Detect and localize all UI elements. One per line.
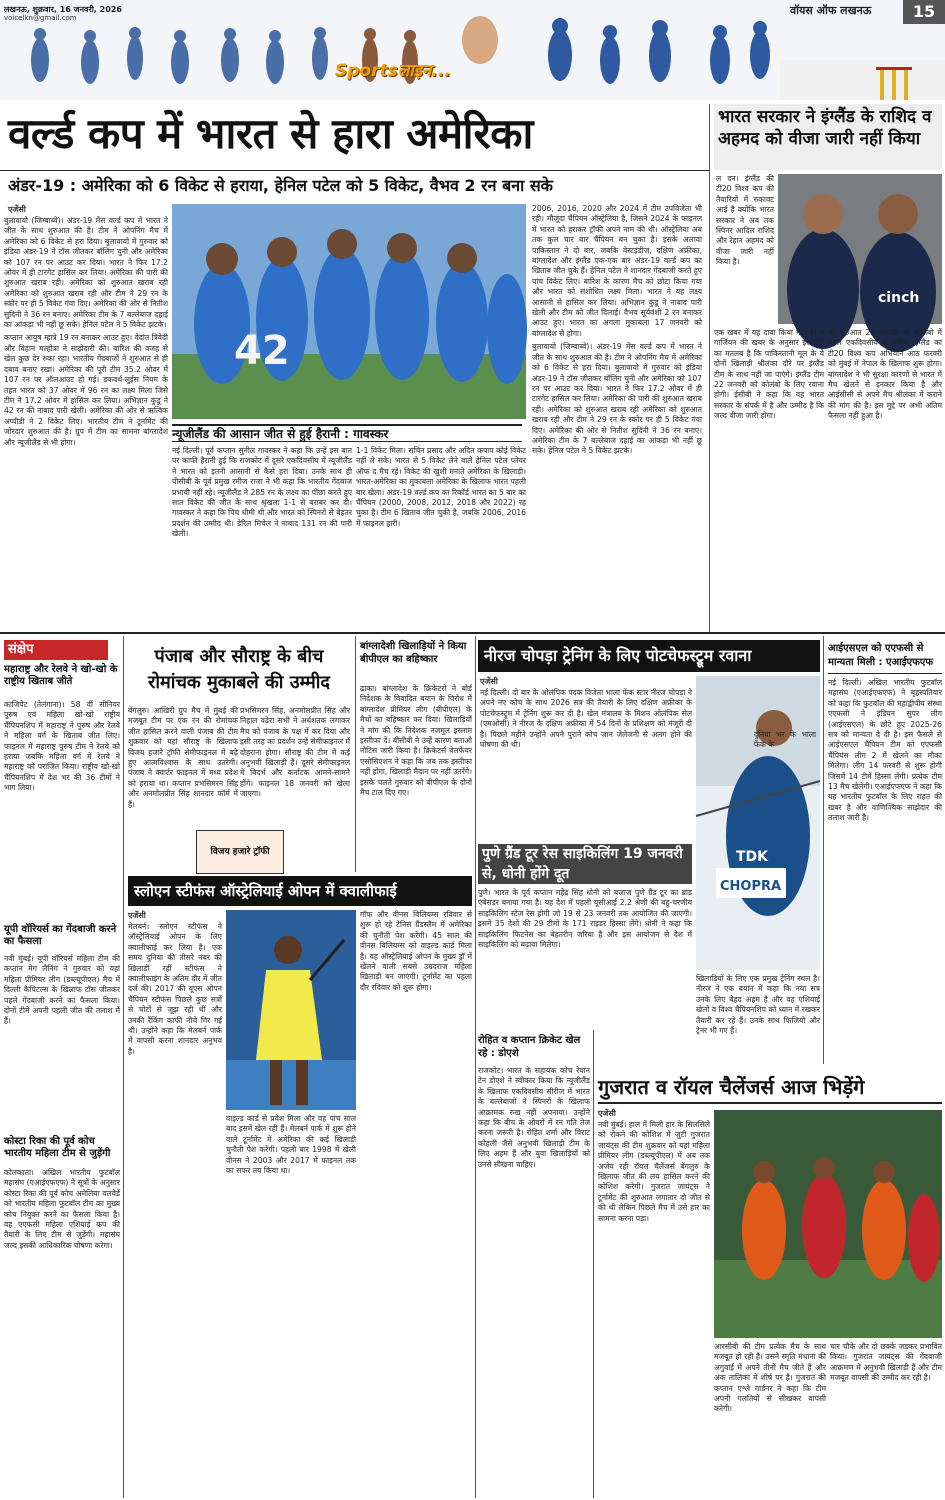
aiff-headline: आईएसएल को एएफसी से मान्यता मिली : एआईएफएफ [828, 642, 942, 674]
pune-headline: पुणे ग्रैंड टूर रेस साइकिलिंग 19 जनवरी से, धोनी होंगे दूत [478, 844, 692, 884]
rashid-ahmed-photo [778, 174, 942, 324]
gujarat-body: नवी मुंबई। हाल में मिली हार के सिलसिले को रोकने की कोशिश में जुटी गुजरात जायंट्स की टीम शुक्रवार को यहां महिला प्रीमियर लीग (डब्ल्यूपीएल) में अब तक अजेय रही रॉयल चैलेंजर्स बेंगलुरु के खिलाफ जीत की लय हासिल करने की कोशिश करेगी। गुजरात जायंट्स ने टूर्नामेंट की शुरुआत लगातार दो जीत से की थी लेकिन पिछले मैच में उसे हार का सामना करना पड़ा। [598, 1120, 710, 1223]
gujarat-headline: गुजरात व रॉयल चैलेंजर्स आज भिड़ेंगे [598, 1070, 942, 1104]
sankshep-item2-body: नवी मुंबई। यूपी वॉरियर्स महिला टीम की कप्तान मेग लैनिंग ने गुरुवार को यहां महिला प्रीमियर लीग (डब्ल्यूपीएल) मैच में दिल्ली कैपिटल्स के खिलाफ टॉस जीतकर पहले गेंदबाजी करने का फैसला किया। दोनों टीमें अपनी पहली जीत की तलाश में हैं। [4, 954, 120, 1026]
bangla-headline: बांग्लादेशी खिलाड़ियों ने किया बीपीएल का बहिष्कार [360, 641, 467, 665]
lead-byline: एजेंसी [8, 205, 26, 214]
visa-headline: भारत सरकार ने इंग्लैंड के राशिद व अहमद को वीजा जारी नहीं किया [714, 104, 942, 170]
neeraj-side2: दुनिया भर के भाला फेंक के [754, 730, 816, 750]
sankshep-item2-headline: यूपी वॉरियर्स का गेंदबाजी करने का फैसला [4, 924, 117, 947]
india-team-celebration-photo [172, 204, 526, 419]
gavaskar-body: नई दिल्ली। पूर्व कप्तान सुनील गावस्कर ने कहा कि उन्हें इस बात पर काफी हैरानी हुई कि राजकोट में दूसरे एकदिवसीय में न्यूजीलैंड ने भारत को इतनी आसानी से कैसे हरा दिया। उनके साथ ही पीसीबी के पूर्व प्रमुख रमीज राजा ने भी कहा कि भारतीय गेंदबाज प्रभावी नहीं रहे। न्यूजीलैंड ने 285 रन के लक्ष्य का पीछा करते हुए सात विकेट की जीत के साथ श्रृंखला 1-1 से बराबर कर दी। गावस्कर ने कहा कि पिच धीमी थी और भारत को स्पिनरों से बेहतर प्रदर्शन की उम्मीद थी। डेरिल मिचेल ने नाबाद 131 रन की पारी खेली। [172, 446, 352, 539]
sankshep-label: संक्षेप [4, 640, 108, 660]
gujarat-byline: एजेंसी [598, 1109, 616, 1118]
visa-intro: ल दन। इंग्लैंड की टी20 विश्व कप की तैयारियों में रुकावट आई है क्योंकि भारत सरकार ने अब तक स्पिनर आदिल राशिद और रेहान अहमद को वीजा जारी नहीं किया है। [716, 174, 774, 267]
wpl-match-photo [714, 1110, 942, 1338]
svg-text:TDK: TDK [736, 849, 769, 865]
svg-text:42: 42 [234, 328, 290, 374]
punjab-body: बेंगलुरु। आखिरी ग्रुप मैच में मुंबई की मजबूत टीम पर एक रन की रोमांचक जीत हासिल करने वाली पंजाब की टीम शुक्रवार को यहां सौराष्ट्र के खिलाफ विजय हजारे ट्रॉफी सेमीफाइनल में बढ़े हुए आत्मविश्वास के साथ उतरेगी। पंजाब ने क्वार्टर फाइनल में मध्य प्रदेश को हराया था। कप्तान प्रभसिमरन सिंह और अनमोलप्रीत सिंह शानदार फॉर्म में हैं। [128, 706, 238, 809]
lead-subhead: अंडर-19 : अमेरिका को 6 विकेट से हराया, हेनिल पटेल को 5 विकेट, वैभव 2 रन बना सके [8, 176, 553, 195]
stephens-byline: एजेंसी [128, 911, 146, 920]
section-logo: Sportsलाइन... [335, 61, 451, 81]
dateline: लखनऊ, शुक्रवार, 16 जनवरी, 2026 [4, 5, 122, 14]
sankshep-item3-headline: कोस्टा रिका की पूर्व कोच भारतीय महिला टीम से जुड़ेंगी [4, 1136, 111, 1159]
punjab-headline: पंजाब और सौराष्ट्र के बीच रोमांचक मुकाबले की उम्मीद [148, 646, 330, 693]
stephens-body-col2: वाइल्ड कार्ड से प्रवेश मिला और वह पांच साल बाद इसमें खेल रही हैं। मेलबर्न पार्क में शुरू होने वाले टूर्नामेंट में अमेरिका की कई खिलाड़ी चुनौती पेश करेंगी। पहली बार 1998 में खेली वीनस ने 2003 और 2017 में फाइनल तक का सफर तय किया था। [226, 1114, 356, 1176]
gavaskar-headline-bar [172, 424, 522, 442]
bangla-body: ढाका। बांग्लादेश के क्रिकेटरों ने बोर्ड निदेशक के विवादित बयान के विरोध में बांग्लादेश प्रीमियर लीग (बीपीएल) के मैचों का बहिष्कार कर दिया। खिलाड़ियों ने मांग की कि निदेशक नजमुल इस्लाम इस्तीफा दें। बीसीबी ने उन्हें कारण बताओ नोटिस जारी किया है। क्रिकेटर्स वेलफेयर एसोसिएशन ने कहा कि जब तक इस्तीफा नहीं होगा, खिलाड़ी मैदान पर नहीं उतरेंगे। इसके चलते गुरुवार को बीपीएल के दोनों मैच टाल दिए गए। [360, 684, 472, 798]
visa-body-col2: की शुरुआत 22 जनवरी को कोलंबो में पहले एकदिवसीय से करेगा। इंग्लैंड का टी20 विश्व कप अभियान आठ फरवरी को मुंबई में नेपाल के खिलाफ शुरू होगा। बांग्लादेश ने भी सुरक्षा कारणों से भारत में मैच खेलने से इनकार किया है और आईसीसी से अपने मैच श्रीलंका में कराने की मांग की है। इस मुद्दे पर अभी अंतिम फैसला नहीं हुआ है। [828, 328, 942, 421]
sankshep-item1-headline: महाराष्ट्र और रेलवे ने खो-खो के राष्ट्रीय खिताब जीते [4, 664, 118, 687]
rohit-body: राजकोट। भारत के सहायक कोच रेयान टेन डोएशे ने स्वीकार किया कि न्यूजीलैंड के खिलाफ एकदिवसीय सीरीज में भारत के बल्लेबाजों ने स्पिनरों के खिलाफ आक्रामक रुख नहीं अपनाया। उन्होंने कहा कि बीच के ओवरों में रन गति तेज करना जरूरी है। रोहित शर्मा और विराट कोहली जैसे अनुभवी खिलाड़ी टीम के लिए अहम हैं और युवा खिलाड़ियों को उनसे सीखना चाहिए। [478, 1066, 590, 1169]
svg-text:CHOPRA: CHOPRA [720, 879, 782, 894]
lead-body-col1: बुलावायो (जिम्बाब्वे)। अंडर-19 मेंस वर्ल्ड कप में भारत ने जीत के साथ शुरुआत की है। टीम ने ओपनिंग मैच में अमेरिका को 6 विकेट से हरा दिया। बुलावायो में गुरुवार को इंडिया अंडर-19 ने टॉस जीतकर बॉलिंग चुनी और अमेरिका को 107 रन पर आउट कर दिया। भारत ने फिर 17.2 ओवर में ही टारगेट हासिल कर लिया। अमेरिका की पारी की शुरुआत खराब रही। अमेरिका को शुरुआत खराब रही अमेरिका को शुरुआत खराब रही और टीम ने 29 रन के स्कोर पर ही 5 विकेट गंवा दिए। अमेरिका की ओर से नितीश सुदिनी ने 36 रन बनाए। अमेरिका टीम के 7 बल्लेबाज दहाई का आंकड़ा भी नहीं छू सके। हेनिल पटेल ने 5 विकेट झटके। कप्तान आयुष म्हात्रे 19 रन बनाकर आउट हुए। वेदांत त्रिवेदी और विहान मल्होत्रा ने साझेदारी की। बारिश की वजह से खेल कुछ देर रुका रहा। भारतीय गेंदबाजों ने शुरुआत से ही दबाव बनाए रखा। अमेरिका की पूरी टीम 35.2 ओवर में 107 रन पर ऑलआउट हो गई। डकवर्थ-लुईस नियम के तहत भारत को 37 ओवर में 96 रन का लक्ष्य मिला जिसे टीम ने 17.2 ओवर में हासिल कर लिया। अभिज्ञान कुंडू ने 42 रन की नाबाद पारी खेली। अमेरिका की ओर से ऋत्विक अप्पीडी ने 2 विकेट लिए। भारतीय टीम ने टूर्नामेंट की जोरदार शुरुआत की है। ग्रुप में टीम का सामना बांग्लादेश और न्यूजीलैंड से भी होगा। [4, 216, 168, 447]
neeraj-byline: एजेंसी [480, 677, 498, 686]
stephens-headline: स्लोएन स्टीफंस ऑस्ट्रेलियाई ओपन में क्वालीफाई [128, 876, 472, 906]
gavaskar-headline: न्यूजीलैंड की आसान जीत से हुई हैरानी : गावस्कर [172, 427, 389, 441]
neeraj-body: नई दिल्ली। दो बार के ओलंपिक पदक विजेता भाला फेंक स्टार नीरज चोपड़ा ने अपने नए कोच के साथ 2026 सत्र की तैयारी के लिए दक्षिण अफ्रीका के पोटचेफस्ट्रूम में ट्रेनिंग शुरू कर दी है। खेल मंत्रालय के मिशन ओलंपिक सेल (एमओसी) ने नीरज के दक्षिण अफ्रीका में 54 दिनों के प्रशिक्षण को मंजूरी दी है। पिछले महीने उन्होंने अपने पुराने कोच जान जेलेजनी से अलग होने की घोषणा की थी। [480, 688, 692, 750]
brand-name: वॉयस ऑफ लखनऊ [790, 4, 872, 17]
gujarat-body-col3: चार चौके और दो छक्के जड़कर प्रभावित किया। गुजरात जायंट्स की गेंदबाजी आक्रमण में अनुभवी खिलाड़ी हैं और टीम मजबूत वापसी की उम्मीद कर रही है। [830, 1342, 942, 1383]
neeraj-body2: खिलाड़ियों के लिए एक प्रमुख ट्रेनिंग स्थल है। नीरज ने एक बयान में कहा कि नया सत्र उनके लिए बेहद अहम है और वह एशियाई खेलों व विश्व चैंपियनशिप को ध्यान में रखकर तैयारी कर रहे हैं। उनके साथ फिजियो और ट्रेनर भी गए हैं। [696, 974, 820, 1036]
sloane-stephens-photo [226, 910, 356, 1110]
stephens-body-col3: गॉफ और वीनस विलियम्स रविवार से शुरू हो रहे टेनिस ग्रैंडस्लैम में अमेरिका की चुनौती पेश करेंगी। 45 साल की वीनस विलियम्स को वाइल्ड कार्ड मिला है। वह ऑस्ट्रेलियाई ओपन के मुख्य ड्रॉ में खेलने वाली सबसे उम्रदराज महिला खिलाड़ी बन जाएंगी। टूर्नामेंट का पहला दौर रविवार को शुरू होगा। [360, 910, 472, 992]
aiff-body: नई दिल्ली। अखिल भारतीय फुटबॉल महासंघ (एआईएफएफ) ने बृहस्पतिवार को कहा कि फुटबॉल की महाद्वीपीय संस्था एएफसी ने इंडियन सुपर लीग (आईएसएल) के छोटे हुए 2025-26 सत्र को मान्यता दे दी है। इस फैसले से आईएसएल चैंपियन टीम को एएफसी चैंपियंस लीग 2 में खेलने का मौका मिलेगा। लीग 14 फरवरी से शुरू होगी जिसमें 14 टीमें हिस्सा लेंगी। प्रत्येक टीम 13 मैच खेलेगी। एआईएफएफ ने कहा कि यह भारतीय फुटबॉल के लिए राहत की खबर है और वाणिज्यिक साझेदार की तलाश जारी है। [828, 678, 942, 823]
sankshep-item1-body: काजिपेट (तेलंगाना)। 58 वीं सीनियर पुरुष एवं महिला खो-खो राष्ट्रीय चैंपियनशिप में महाराष्ट्र ने पुरुष और रेलवे ने महिला वर्ग के खिताब जीत लिए। फाइनल में महाराष्ट्र पुरुष टीम ने रेलवे को हराया जबकि महिला वर्ग में रेलवे ने महाराष्ट्र को पराजित किया। राष्ट्रीय खो-खो चैंपियनशिप में देश भर की 36 टीमों ने भाग लिया। [4, 700, 120, 793]
neeraj-chopra-photo [696, 676, 820, 970]
punjab-body-col2: प्रभसिमरन सिंह, अनमोलप्रीत सिंह और निहाल वढेरा सभी ने अर्धशतक लगाकर मैच को पंजाब के पक्ष में कर दिया और इसी तरह का प्रदर्शन उन्हें सेमीफाइनल में दोहराना होगा। सौराष्ट्र की टीम में कई अनुभवी खिलाड़ी हैं। दूसरे सेमीफाइनल में विदर्भ और कर्नाटक आमने-सामने होंगे। फाइनल 18 जनवरी को खेला जाएगा। [240, 706, 350, 799]
pune-body: पुणे। भारत के पूर्व कप्तान महेंद्र सिंह धोनी को बजाज पुणे ग्रैंड टूर का ब्रांड एंबेसडर बनाया गया है। यह देश में पहली यूसीआई 2.2 श्रेणी की बहु-चरणीय साइकिलिंग स्टेज रेस होगी जो 19 से 23 जनवरी तक आयोजित की जाएगी। इसमें 35 देशों की 29 टीमों के 171 राइडर हिस्सा लेंगे। धोनी ने कहा कि साइकिलिंग फिटनेस का बेहतरीन जरिया है और इस आयोजन से देश में साइकिलिंग को बढ़ावा मिलेगा। [478, 888, 692, 950]
email: voicelkn@gmail.com [4, 14, 77, 22]
page-number: 15 [903, 0, 945, 24]
stumps-icon [860, 62, 945, 102]
visa-body: एक खबर में यह दावा किया गया है। द गार्जियन की खबर के अनुसार इस देरी का मतलब है कि पाकिस्तानी मूल के ये दोनों खिलाड़ी श्रीलंका दौरे पर इंग्लैंड टीम के साथ नहीं जा पाएंगे। इंग्लैंड टीम 22 जनवरी को कोलंबो के लिए रवाना होगी। ईसीबी ने कहा कि वह भारत सरकार के संपर्क में है और उम्मीद है कि जल्द वीजा जारी होगा। [714, 328, 824, 421]
lead-body-col3: 2006, 2016, 2020 और 2024 में टीम उपविजेता भी रही। मौजूदा चैंपियन ऑस्ट्रेलिया है, जिसने 2024 के फाइनल में भारत को हराकर ट्रॉफी अपने नाम की थी। ऑस्ट्रेलिया अब तक कुल चार बार चैंपियन बन चुका है। इसके अलावा पाकिस्तान ने दो बार, जबकि वेस्टइंडीज, दक्षिण अफ्रीका, बांग्लादेश और इंग्लैंड एक-एक बार अंडर-19 वर्ल्ड कप का खिताब जीत चुके हैं। हेनिल पटेल ने शानदार गेंदबाजी करते हुए पांच विकेट लिए। बारिश के कारण मैच को छोटा किया गया और भारत को संशोधित लक्ष्य मिला। भारत ने यह लक्ष्य आसानी से हासिल कर लिया। अभिज्ञान कुंडू ने नाबाद पारी खेली और टीम को जीत दिलाई। वैभव सूर्यवंशी 2 रन बनाकर आउट हुए। भारत का अगला मुकाबला 17 जनवरी को बांग्लादेश से होगा। बुलावायो (जिम्बाब्वे)। अंडर-19 मेंस वर्ल्ड कप में भारत ने जीत के साथ शुरुआत की है। टीम ने ओपनिंग मैच में अमेरिका को 6 विकेट से हरा दिया। बुलावायो में गुरुवार को इंडिया अंडर-19 ने टॉस जीतकर बॉलिंग चुनी और अमेरिका को 107 रन पर आउट कर दिया। भारत ने फिर 17.2 ओवर में ही टारगेट हासिल कर लिया। अमेरिका की पारी की शुरुआत खराब रही। अमेरिका को शुरुआत खराब रही अमेरिका को शुरुआत खराब रही और टीम ने 29 रन के स्कोर पर ही 5 विकेट गंवा दिए। अमेरिका की ओर से नितीश सुदिनी ने 36 रन बनाए। अमेरिका टीम के 7 बल्लेबाज दहाई का आंकड़ा भी नहीं छू सके। हेनिल पटेल ने 5 विकेट झटके। [532, 204, 702, 456]
gavaskar-body-col2: 1-1 विकेट मिला। सचिन प्रसाद और अदित कपाप कोई विकेट नहीं ले सके। भारत से 5 विकेट लेने वाले हेनिल पटेल प्लेयर ऑफ द मैच रहे। विकेट की खुशी मनाते अमेरिका के खिलाड़ी। भारत-अमेरिका का मुकाबला अमेरिका के खिलाफ भारत पहली बार खेला। अंडर-19 वर्ल्ड कप का रिकॉर्ड भारत का 5 बार का चैंपियन (2000, 2008, 2012, 2018 और 2022) रह चुका है। टीम 6 खिताब जीत चुकी है, जबकि 2006, 2016 में फाइनल हारी। [356, 446, 526, 528]
punjab-caption: विजय हजारे ट्रॉफी [210, 847, 270, 857]
vijay-hazare-caption-box [196, 830, 284, 874]
rohit-headline: रोहित व कप्तान क्रिकेट खेल रहे : डोएशे [478, 1035, 581, 1059]
stephens-body: मेलबर्न। स्लोएन स्टीफंस ने ऑस्ट्रेलियाई ओपन के लिए क्वालीफाई कर लिया है। एक समय दुनिया की तीसरे नंबर की खिलाड़ी रहीं स्टीफंस ने क्वालीफाइंग के अंतिम दौर में जीत दर्ज की। 2017 की यूएस ओपन चैंपियन स्टीफंस पिछले कुछ सत्रों से चोटों से जूझ रही थीं और उनकी रैंकिंग काफी नीचे गिर गई थी। उन्होंने कहा कि मेलबर्न पार्क में वापसी करना शानदार अनुभव है। [128, 922, 222, 1056]
neeraj-headline: नीरज चोपड़ा ट्रेनिंग के लिए पोटचेफस्ट्रूम रवाना [478, 640, 820, 672]
svg-text:cinch: cinch [878, 290, 920, 306]
gujarat-body-col2: आरसीबी की टीम प्रत्येक मैच के साथ मजबूत हो रही है। उसने स्मृति मंधाना की अगुवाई में अपने तीनों मैच जीते हैं और अंक तालिका में शीर्ष पर है। गुजरात की कप्तान एश्ले गार्डनर ने कहा कि टीम अपनी गलतियों से सीखकर वापसी करेगी। [714, 1342, 826, 1414]
lead-headline: वर्ल्ड कप में भारत से हारा अमेरिका [8, 109, 533, 158]
sankshep-item3-body: कोलकाता। अखिल भारतीय फुटबॉल महासंघ (एआईएफएफ) ने सूत्रों के अनुसार कोस्टा रिका की पूर्व कोच अमेलिया वलवेर्डे को भारतीय महिला फुटबॉल टीम का मुख्य कोच नियुक्त करने का फैसला किया है। वह एएफसी महिला एशियाई कप की तैयारी के लिए टीम से जुड़ेंगी। महासंघ जल्द इसकी आधिकारिक घोषणा करेगा। [4, 1168, 120, 1250]
